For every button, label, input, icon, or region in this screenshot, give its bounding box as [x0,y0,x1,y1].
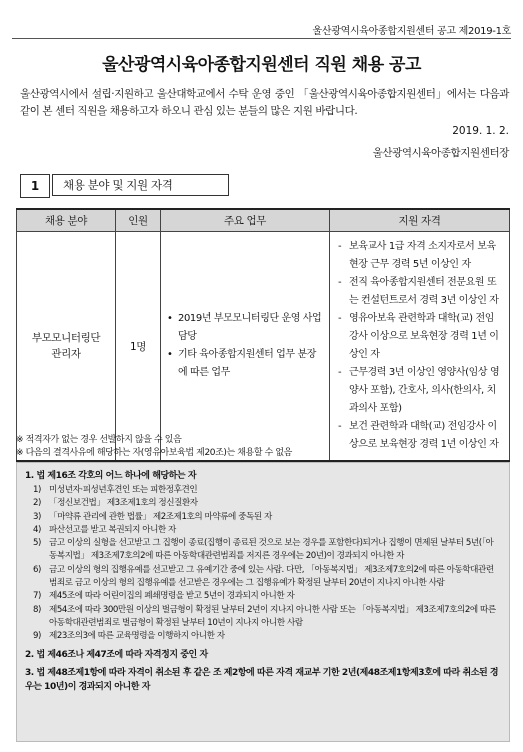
qualification-item [338,238,501,274]
item-text: 금고 이상의 실형을 선고받고 그 집행이 종료(집행이 종료된 것으로 보는 경우를 포함한다)되거나 집행이 면제된 날부터 5년(「아동복지법」 제3조제7호의2에 따른 아동학대관련범죄를 저지른 경우에는 20년)이 경과되지 아니한 자 [49,538,494,562]
section-number: 1 [20,174,50,198]
dash-icon: - [338,313,342,324]
list-item [25,630,501,643]
item-number: 5) [33,538,41,549]
law2-item: 2. 법 제46조나 제47조에 따라 자격정지 중인 자 [25,649,208,660]
item-number: 1) [33,485,41,495]
dash-icon: - [338,367,342,378]
qualification-text: 영유아보육 관련학과 대학(교) 전임강사 이상으로 보육현장 경력 1년 이상인 자 [349,313,499,360]
item-number: 8) [33,604,41,615]
item-text: 「정신보건법」 제3조제1호의 정신질환자 [49,498,198,509]
qualification-item [338,418,501,454]
item-number: 2) [33,498,41,509]
qualification-text: 전직 육아종합지원센터 전문요원 또는 컨설턴트로서 경력 3년 이상인 자 [349,277,499,306]
law1-heading: 1. 법 제16조 각호의 어느 하나에 해당하는 자 [25,471,197,481]
table-header-row [17,209,510,232]
dash-icon: - [338,277,342,288]
bullet-icon: • [167,313,173,324]
item-text: 미성년자·피성년후견인 또는 피한정후견인 [49,485,198,495]
duty-item [167,346,323,382]
note-disqualification: ※ 다음의 결격사유에 해당하는 자(영유아보육법 제20조)는 채용할 수 없음 [16,448,292,458]
list-item [25,537,501,564]
dash-icon: - [338,241,342,252]
list-item [25,604,501,631]
item-text: 제45조에 따라 어린이집의 폐쇄명령을 받고 5년이 경과되지 아니한 자 [49,591,295,602]
item-number: 7) [33,591,41,602]
item-text: 제23조의3에 따른 교육명령을 이행하지 아니한 자 [49,631,225,642]
qualification-text: 근무경력 3년 이상인 영양사(임상 영양사 포함), 간호사, 의사(한의사, 치과의사 포함) [349,367,500,414]
qualification-text: 보육교사 1급 자격 소지자로서 보육현장 근무 경력 5년 이상인 자 [349,241,496,270]
field-name-line1: 부모모니터링단 [31,332,101,344]
note-no-candidate: ※ 적격자가 없는 경우 선발하지 않을 수 있음 [16,435,182,445]
announcement-reference: 울산광역시육아종합지원센터 공고 제2019-1호 [312,26,511,37]
qualification-text: 보건 관련학과 대학(교) 전임강사 이상으로 보육현장 경력 1년 이상인 자 [349,421,499,450]
field-cell [17,232,116,462]
disqualification-box [16,462,510,742]
page-title: 울산광역시육아종합지원센터 직원 채용 공고 [102,55,421,75]
announcement-date: 2019. 1. 2. [452,125,509,137]
duties-cell [161,232,330,462]
duty-text: 2019년 부모모니터링단 운영 사업 담당 [178,313,322,342]
list-item [25,524,501,537]
law3-item: 3. 법 제48조제1항에 따라 자격이 취소된 후 같은 조 제2항에 따른 자격 재교부 기한 2년(제48조제1항제3호에 따라 취소된 경우는 10년)이 경과되지 아니한 자 [25,667,499,692]
item-number: 6) [33,564,41,575]
qualification-item [338,310,501,364]
list-item [25,511,501,524]
item-text: 금고 이상의 형의 집행유예를 선고받고 그 유예기간 중에 있는 사람. 다만, 「아동복지법」 제3조제7호의2에 따른 아동학대관련범죄로 금고 이상의 형의 집행유예를 선고받은 경우에는 그 집행유예가 확정된 날부터 20년이 지나지 아니한 사람 [49,564,494,589]
item-number: 3) [33,511,41,522]
list-item [25,484,501,497]
item-text: 파산선고를 받고 복권되지 아니한 자 [49,524,176,535]
list-item [25,497,501,510]
issuing-organization: 울산광역시육아종합지원센터장 [372,147,509,159]
notes [16,434,292,460]
header-count: 인원 [116,209,161,232]
header-qualifications: 지원 자격 [330,209,510,232]
bullet-icon: • [167,349,173,360]
item-number: 9) [33,631,41,642]
item-text: 「마약류 관리에 관한 법률」 제2조제1호의 마약류에 중독된 자 [49,511,272,522]
list-item [25,590,501,603]
header-divider [12,38,511,39]
dash-icon: - [338,421,342,432]
header-field: 채용 분야 [17,209,116,232]
item-text: 제54조에 따라 300만원 이상의 벌금형이 확정된 날부터 2년이 지나지 아니한 사람 또는 「아동복지법」 제3조제7호의2에 따른 아동학대관련범죄로 벌금형이 확정된 날부터 10년이 지나지 아니한 사람 [49,604,496,628]
recruitment-table [16,208,510,462]
header-duties: 주요 업무 [161,209,330,232]
qualification-item [338,274,501,310]
qualifications-cell [330,232,510,462]
list-item [25,564,501,591]
intro-paragraph: 울산광역시에서 설립·지원하고 울산대학교에서 수탁 운영 중인 「울산광역시육아종합지원센터」에서는 다음과 같이 본 센터 직원을 채용하고자 하오니 관심 있는 분들의 많은 지원 바랍니다. [20,88,509,117]
qualification-item [338,364,501,418]
section-title: 채용 분야 및 지원 자격 [52,174,229,196]
field-name-line2: 관리자 [51,348,81,360]
duty-text: 기타 육아종합지원센터 업무 분장에 따른 업무 [178,349,316,378]
item-number: 4) [33,524,41,535]
table-row [17,232,510,462]
duty-item [167,310,323,346]
count-cell: 1명 [116,232,161,462]
